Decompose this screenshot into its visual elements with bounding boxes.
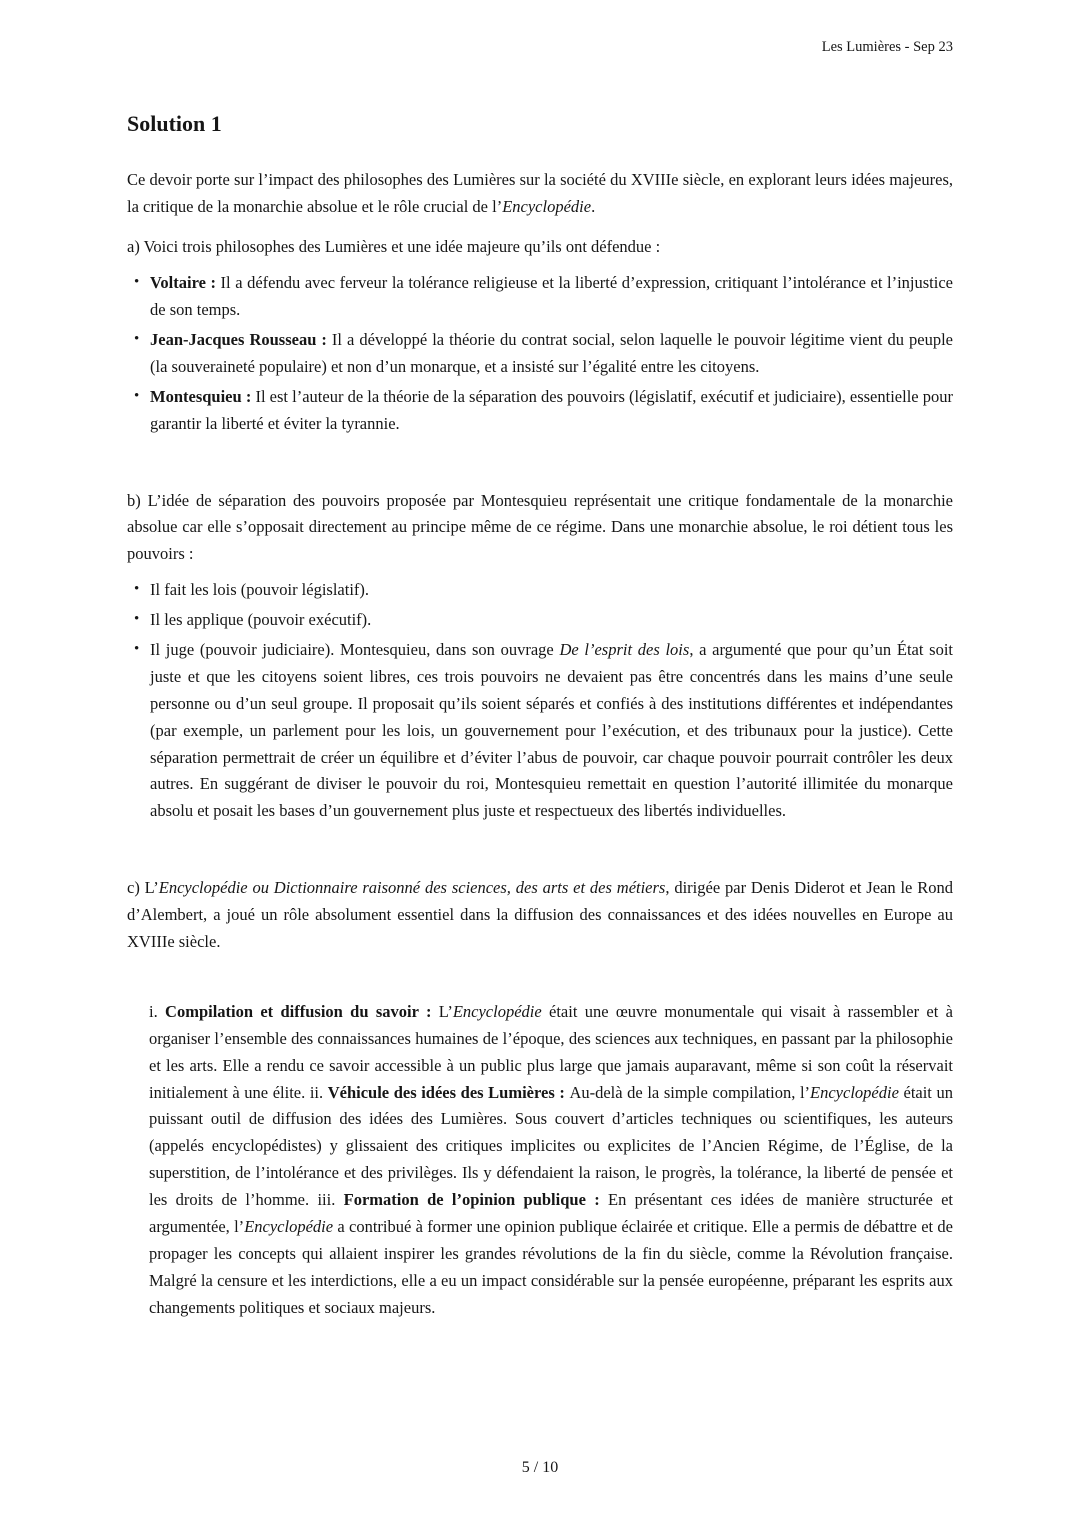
italic-title: Encyclopédie — [244, 1216, 334, 1236]
text-run: Au-delà de la simple compilation, l’ — [569, 1082, 811, 1102]
italic-title: Encyclopédie — [452, 1001, 542, 1021]
philosopher-name: Montesquieu : — [150, 386, 252, 406]
text-run: , a argumenté que pour qu’un État soit juste et que les citoyens soient libres, ces trois pouvoirs ne devaient pas être concentrés dans les mains d’une seule personne ou d’un seul groupe. Il proposait qu’ils soient séparés et confiés à des institutions différentes et indépendantes (par exemple, un parlement pour les lois, un gouvernement pour l’exécution, et des tribunaux pour la justice). Cette séparation permettrait de créer un équilibre et d’éviter l’abus de pouvoir, car chaque pouvoir pourrait contrôler les deux autres. En suggérant de diviser le pouvoir du roi, Montesquieu remettait en question l’autorité illimitée du monarque absolu et posait les bases d’un gouvernement plus juste et respectueux des libertés individuelles. — [150, 639, 953, 821]
text-run: Il juge (pouvoir judiciaire). Montesquieu, dans son ouvrage — [150, 639, 560, 659]
sub-answers-paragraph — [149, 999, 953, 1322]
list-item-executif: • Il les applique (pouvoir exécutif). — [150, 607, 953, 634]
italic-title: Encyclopédie — [502, 197, 592, 217]
text-run: était une œuvre monumentale qui visait à rassembler et à organiser l’ensemble des connaissances humaines de l’époque, des sciences aux techniques, en passant par la philosophie et les arts. Elle a rendu ce savoir accessible à un public plus large que jamais auparavant, même si son coût la réservait initialement à une élite. ii. — [149, 1001, 953, 1102]
text-run: était un puissant outil de diffusion des idées des Lumières. Sous couvert d’articles techniques ou scientifiques, les auteurs (appelés encyclopédistes) y glissaient des critiques implicites ou explicites de l’Ancien Régime, de l’Église, de la superstition, de l’intolérance et des privilèges. Ils y défendaient la raison, le progrès, la tolérance, la liberté de pensée et les droits de l’homme. iii. — [149, 1082, 953, 1210]
page-header — [127, 36, 953, 60]
intro-paragraph — [127, 167, 953, 221]
header-course-date: Les Lumières - Sep 23 — [821, 39, 953, 55]
text-run: Ce devoir porte sur l’impact des philosophes des Lumières sur la société du XVIIIe siècle, en explorant leurs idées majeures, la critique de la monarchie absolue et le rôle crucial de l’ — [127, 170, 953, 217]
text-run: L’ — [438, 1001, 453, 1021]
text-run: Il est l’auteur de la théorie de la séparation des pouvoirs (législatif, exécutif et judiciaire), essentielle pour garantir la liberté et éviter la tyrannie. — [150, 386, 953, 433]
philosophers-list — [127, 270, 953, 440]
sub-answer-title-i: Compilation et diffusion du savoir : — [165, 1001, 439, 1021]
roman-numeral-i: i. — [149, 1001, 166, 1021]
text-run: , dirigée par Denis Diderot et Jean le Rond d’Alembert, a joué un rôle absolument essentiel dans la diffusion des connaissances et des idées nouvelles en Europe au XVIIIe siècle. — [127, 878, 953, 951]
question-b-lead: b) L’idée de séparation des pouvoirs proposée par Montesquieu représentait une critique fondamentale de la monarchie absolue car elle s’opposait directement au principe même de ce régime. Dans une monarchie absolue, le roi détient tous les pouvoirs : — [127, 490, 953, 564]
page-title: Solution 1 — [127, 110, 222, 136]
list-item-rousseau — [150, 327, 953, 381]
encyclopedia-full-title: Encyclopédie ou Dictionnaire raisonné des sciences, des arts et des métiers — [158, 878, 666, 898]
list-item-montesquieu — [150, 384, 953, 438]
list-item-legislatif: • Il fait les lois (pouvoir législatif). — [150, 577, 953, 604]
page-number: 5 / 10 — [521, 1458, 559, 1476]
text-run: c) L’ — [127, 878, 159, 898]
page-footer — [127, 1425, 953, 1481]
list-item-judiciaire — [150, 637, 953, 825]
text-run: En présentant ces idées de manière structurée et argumentée, l’ — [149, 1190, 953, 1236]
question-a-lead: a) Voici trois philosophes des Lumières et une idée majeure qu’ils ont défendue : — [127, 237, 661, 257]
sub-answer-title-iii: Formation de l’opinion publique : — [343, 1190, 609, 1210]
book-title: De l’esprit des lois — [559, 639, 690, 659]
sub-answer-title-ii: Véhicule des idées des Lumières : — [327, 1082, 570, 1102]
philosopher-name: Voltaire : — [150, 273, 216, 293]
text-run: Il a développé la théorie du contrat social, selon laquelle le pouvoir légitime vient du peuple (la souveraineté populaire) et non d’un monarque, et a insisté sur l’égalité entre les citoyens. — [150, 329, 953, 376]
text-run: Il a défendu avec ferveur la tolérance religieuse et la liberté d’expression, critiquant l’intolérance et l’injustice de son temps. — [150, 273, 953, 320]
italic-title: Encyclopédie — [810, 1082, 899, 1102]
text-run: . — [591, 197, 596, 217]
text-run: a contribué à former une opinion publique éclairée et critique. Elle a permis de débattre et de propager les concepts qui allaient inspirer les grandes révolutions de la fin du siècle, comme la Révolution française. Malgré la censure et les interdictions, elle a eu un impact considérable sur la pensée européenne, préparant les esprits aux changements politiques et sociaux majeurs. — [149, 1216, 953, 1317]
powers-list — [127, 577, 953, 828]
list-item-voltaire — [150, 270, 953, 324]
question-c-paragraph — [127, 875, 953, 956]
philosopher-name: Jean-Jacques Rousseau : — [150, 329, 327, 349]
